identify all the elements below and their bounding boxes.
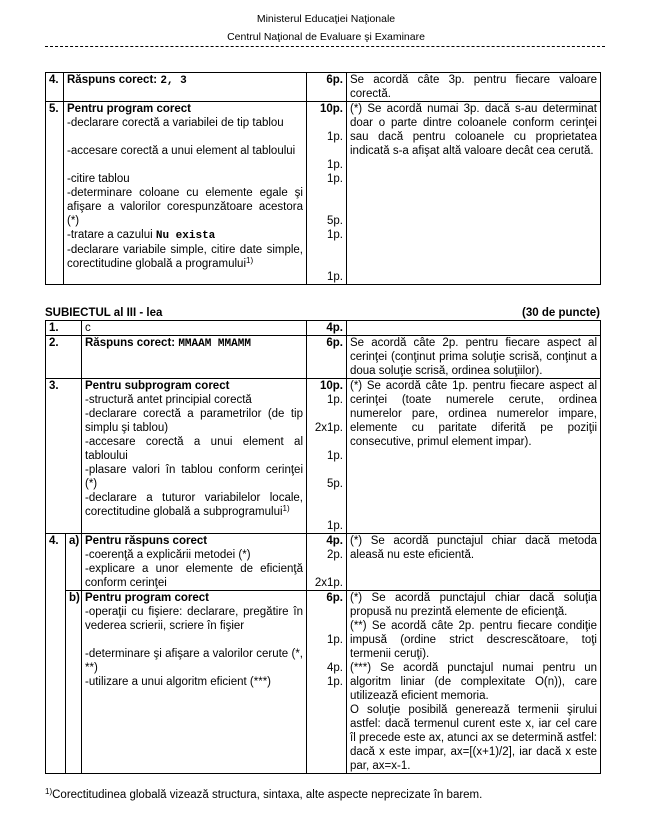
grading-note: Se acordă câte 2p. pentru fiecare aspect al cerinţei (conţinut prima soluţie scrisă, conţinut a doua soluţie scrisă, ordinea soluţiilor). — [347, 336, 601, 379]
points-column — [307, 591, 347, 774]
sub-item-letter: b) — [66, 591, 82, 774]
answer-value: 2, 3 — [160, 75, 187, 87]
criteria-item: -plasare valori în tablou conform cerinţei (*) — [85, 464, 303, 490]
criteria-code: Nu exista — [155, 230, 216, 242]
footnote-ref: 1) — [246, 256, 254, 265]
points: 1p. — [327, 229, 343, 241]
table-row — [46, 336, 601, 379]
criteria-text: -declarare variabile simple, citire date simple, corectitudine globală a programului — [67, 244, 303, 270]
criteria-title: Pentru subprogram corect — [85, 380, 230, 392]
grading-note: O soluţie posibilă generează termenii şirului astfel: dacă termenul curent este x, iar cel care îl precede este ax, atunci ax se determină astfel: dacă x este impar, ax=[(x+1)/2], iar dacă x este par, ax=x-1. — [350, 704, 597, 772]
criteria-item: -declarare corectă a parametrilor (de tip simplu şi tablou) — [85, 408, 303, 434]
grading-note: (*) Se acordă punctajul chiar dacă soluţia propusă nu prezintă elemente de eficienţă. — [350, 592, 597, 618]
item-number: 1. — [46, 321, 82, 336]
criteria-title: Pentru program corect — [85, 592, 209, 604]
grading-note: (*) Se acordă punctajul chiar dacă metoda aleasă nu este eficientă. — [347, 534, 601, 591]
table-row — [46, 534, 601, 591]
criteria-title: Pentru răspuns corect — [85, 535, 208, 547]
criteria-item: -operaţii cu fişiere: declarare, pregătire în vederea scrierii, scriere în fişier — [85, 606, 303, 632]
criteria-item — [67, 243, 303, 271]
criteria-item — [67, 228, 303, 243]
points: 1p. — [327, 271, 343, 283]
points-total: 6p. — [326, 592, 343, 604]
points: 6p. — [307, 336, 347, 379]
points-column — [307, 379, 347, 534]
item-number: 4. — [46, 73, 64, 102]
table-row — [46, 73, 601, 102]
grading-note: (**) Se acordă câte 2p. pentru fiecare condiţie impusă (ordine strict descrescătoare, toţi termenii ceruţi). — [350, 620, 597, 660]
grading-note: Se acordă câte 3p. pentru fiecare valoare corectă. — [347, 73, 601, 102]
grading-note: (***) Se acordă punctajul numai pentru un algoritm liniar (de complexitate O(n)), care utilizează eficient memoria. — [350, 662, 597, 702]
points: 1p. — [327, 173, 343, 185]
criteria-item: -determinare coloane cu elemente egale şi afişare a valorilor corespunzătoare acestora (*) — [67, 187, 303, 227]
points: 5p. — [327, 478, 343, 490]
answer-label: Răspuns corect: — [85, 337, 176, 349]
points-column — [307, 534, 347, 591]
points: 1p. — [327, 394, 343, 406]
points: 1p. — [327, 676, 343, 688]
section-heading — [45, 306, 600, 320]
table-subiect-2 — [45, 72, 601, 285]
criteria-item: -explicare a unor elemente de eficienţă conform cerinţei — [85, 563, 303, 589]
header-divider — [45, 46, 605, 47]
points: 1p. — [327, 159, 343, 171]
answer-cell — [64, 73, 307, 102]
points: 4p. — [307, 321, 347, 336]
table-row — [46, 102, 601, 285]
grading-notes — [347, 591, 601, 774]
footnote — [45, 788, 605, 802]
item-number: 2. — [46, 336, 82, 379]
criteria-cell — [82, 591, 307, 774]
points: 6p. — [307, 73, 347, 102]
points-column — [307, 102, 347, 285]
grading-note — [347, 321, 601, 336]
criteria-item: -declarare corectă a variabilei de tip tablou — [67, 117, 284, 129]
footnote-mark: 1) — [45, 787, 53, 796]
answer-value: MMAAM MMAMM — [178, 338, 251, 350]
table-subiect-3 — [45, 320, 601, 774]
sub-item-letter: a) — [66, 534, 82, 591]
criteria-item: -accesare corectă a unui element al tabloului — [67, 145, 296, 157]
criteria-item — [85, 491, 303, 519]
answer-cell — [82, 336, 307, 379]
criteria-cell — [64, 102, 307, 285]
criteria-cell — [82, 379, 307, 534]
criteria-item: -structură antet principial corectă — [85, 394, 252, 406]
section-points: (30 de puncte) — [522, 307, 600, 319]
grading-note: (*) Se acordă câte 1p. pentru fiecare aspect al cerinţei (toate numerele cerute, ordinea numerelor pare, ordinea numerelor impare, elemente cu paritate diferită pe poziţii consecutive, primul element impar). — [347, 379, 601, 534]
footnote-ref: 1) — [282, 504, 290, 513]
points: 1p. — [327, 520, 343, 532]
answer-value: c — [82, 321, 307, 336]
grading-note: (*) Se acordă numai 3p. dacă s-au determinat doar o parte dintre coloanele conform cerinţei sau dacă pentru coloanele cu proprietatea indicată s-a afişat altă valoare decât cea cerută. — [347, 102, 601, 285]
points-total: 10p. — [319, 380, 343, 392]
answer-label: Răspuns corect: — [67, 74, 158, 86]
points: 1p. — [327, 131, 343, 143]
points: 1p. — [327, 450, 343, 462]
header-center: Centrul Naţional de Evaluare şi Examinare — [227, 31, 425, 43]
footnote-text: Corectitudinea globală vizează structura, sintaxa, alte aspecte neprecizate în barem. — [52, 789, 483, 801]
item-number: 3. — [46, 379, 82, 534]
criteria-item: -determinare şi afişare a valorilor cerute (*, **) — [85, 648, 303, 674]
points: 5p. — [327, 215, 343, 227]
criteria-item: -utilizare a unui algoritm eficient (***) — [85, 676, 271, 688]
table-row — [46, 379, 601, 534]
criteria-item: -citire tablou — [67, 173, 130, 185]
points: 4p. — [327, 662, 343, 674]
criteria-item: -accesare corectă a unui element al tabloului — [85, 436, 303, 462]
header-ministry: Ministerul Educaţiei Naţionale — [256, 13, 396, 25]
points: 2x1p. — [314, 577, 343, 589]
item-number: 4. — [46, 534, 66, 774]
criteria-cell — [82, 534, 307, 591]
points-total: 10p. — [319, 103, 343, 115]
criteria-title: Pentru program corect — [67, 103, 191, 115]
table-row — [46, 591, 601, 774]
table-row — [46, 321, 601, 336]
points-total: 4p. — [326, 535, 343, 547]
points: 1p. — [327, 634, 343, 646]
points: 2p. — [327, 549, 343, 561]
criteria-item: -coerenţă a explicării metodei (*) — [85, 549, 251, 561]
criteria-text: -tratare a cazului — [67, 229, 156, 241]
criteria-text: -declarare a tuturor variabilelor locale, corectitudine globală a subprogramului — [85, 492, 303, 518]
points: 2x1p. — [314, 422, 343, 434]
section-title: SUBIECTUL al III - lea — [45, 307, 163, 319]
item-number: 5. — [46, 102, 64, 285]
